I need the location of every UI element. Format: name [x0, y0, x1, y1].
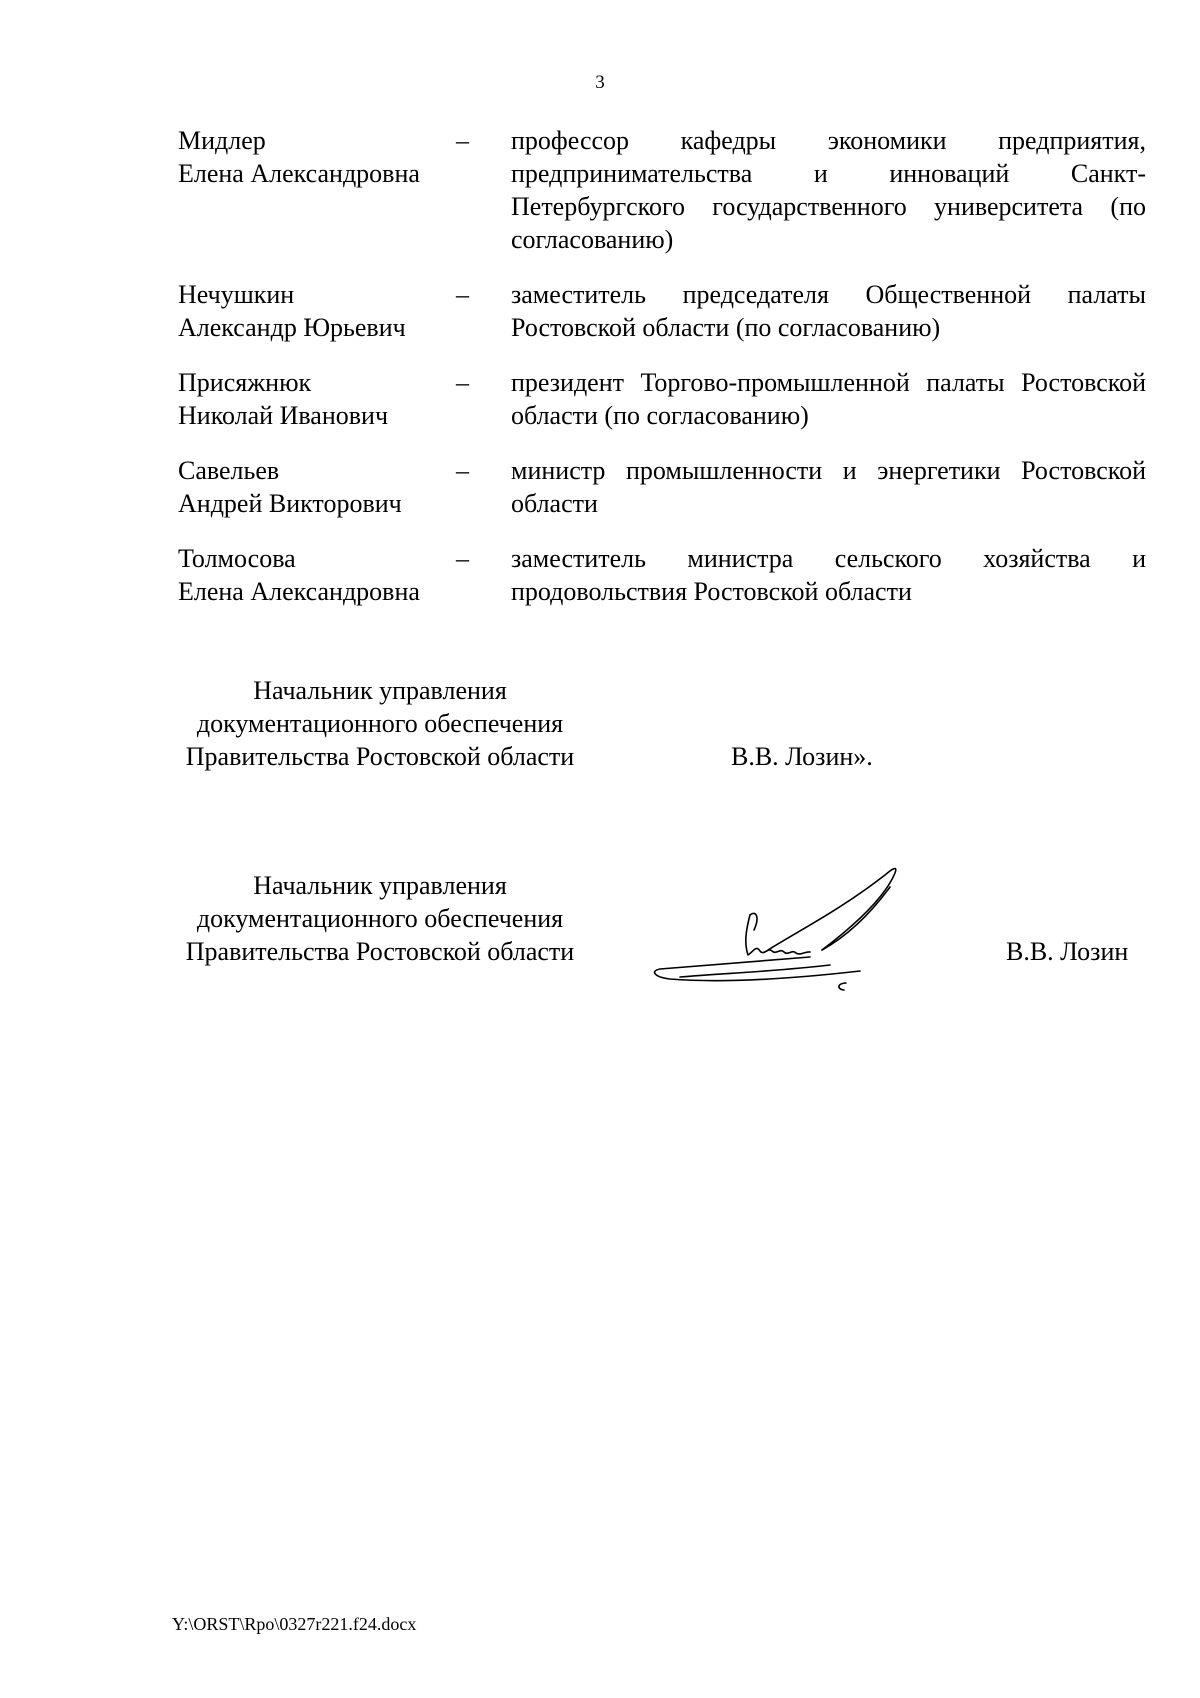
page-number: 3 [595, 72, 605, 93]
actual-signature-block [0, 869, 1200, 979]
member-name [178, 454, 456, 520]
member-name [178, 542, 456, 608]
member-dash: – [456, 456, 469, 485]
signatory-title-line: Правительства Ростовской области [185, 742, 575, 771]
signatory-title [160, 674, 600, 773]
member-surname: Присяжнюк [178, 368, 312, 397]
member-given-names: Александр Юрьевич [178, 313, 406, 342]
signatory-title-line: Начальник управления [253, 676, 507, 705]
member-name [178, 124, 456, 190]
member-surname: Савельев [178, 456, 280, 485]
signatory-name: В.В. Лозин». [731, 742, 873, 771]
member-given-names: Андрей Викторович [178, 489, 402, 518]
signatory-title-line: документационного обеспечения [196, 904, 564, 933]
member-row [178, 366, 1146, 432]
footer-file-path: Y:\ORST\Rpo\0327r221.f24.docx [172, 1614, 417, 1634]
member-dash: – [456, 280, 469, 309]
member-given-names: Николай Иванович [178, 401, 389, 430]
signatory-title-line: Правительства Ростовской области [185, 937, 575, 966]
member-role: профессор кафедры экономики предприятия, предпринимательства и инноваций Санкт-Петербургского государственного университета (по согласованию) [511, 126, 1146, 254]
member-role: заместитель министра сельского хозяйства и продовольствия Ростовской области [511, 544, 1146, 606]
member-given-names: Елена Александровна [178, 577, 420, 606]
signatory-name: В.В. Лозин [1006, 937, 1129, 966]
signatory-title [160, 869, 600, 968]
member-row [178, 454, 1146, 520]
member-surname: Толмосова [178, 544, 296, 573]
member-given-names: Елена Александровна [178, 159, 420, 188]
member-name [178, 278, 456, 344]
member-dash: – [456, 126, 469, 155]
member-role: президент Торгово-промышленной палаты Ростовской области (по согласованию) [511, 368, 1146, 430]
member-row [178, 278, 1146, 344]
member-dash: – [456, 544, 469, 573]
member-surname: Нечушкин [178, 280, 295, 309]
signatory-title-line: документационного обеспечения [196, 709, 564, 738]
handwritten-signature [650, 855, 980, 1005]
member-role: заместитель председателя Общественной палаты Ростовской области (по согласованию) [511, 280, 1146, 342]
member-name [178, 366, 456, 432]
member-list [178, 124, 1146, 630]
member-dash: – [456, 368, 469, 397]
member-surname: Мидлер [178, 126, 266, 155]
member-row [178, 542, 1146, 608]
member-role: министр промышленности и энергетики Ростовской области [511, 456, 1146, 518]
signatory-title-line: Начальник управления [253, 871, 507, 900]
member-row [178, 124, 1146, 256]
quoted-signature-block [0, 674, 1200, 784]
